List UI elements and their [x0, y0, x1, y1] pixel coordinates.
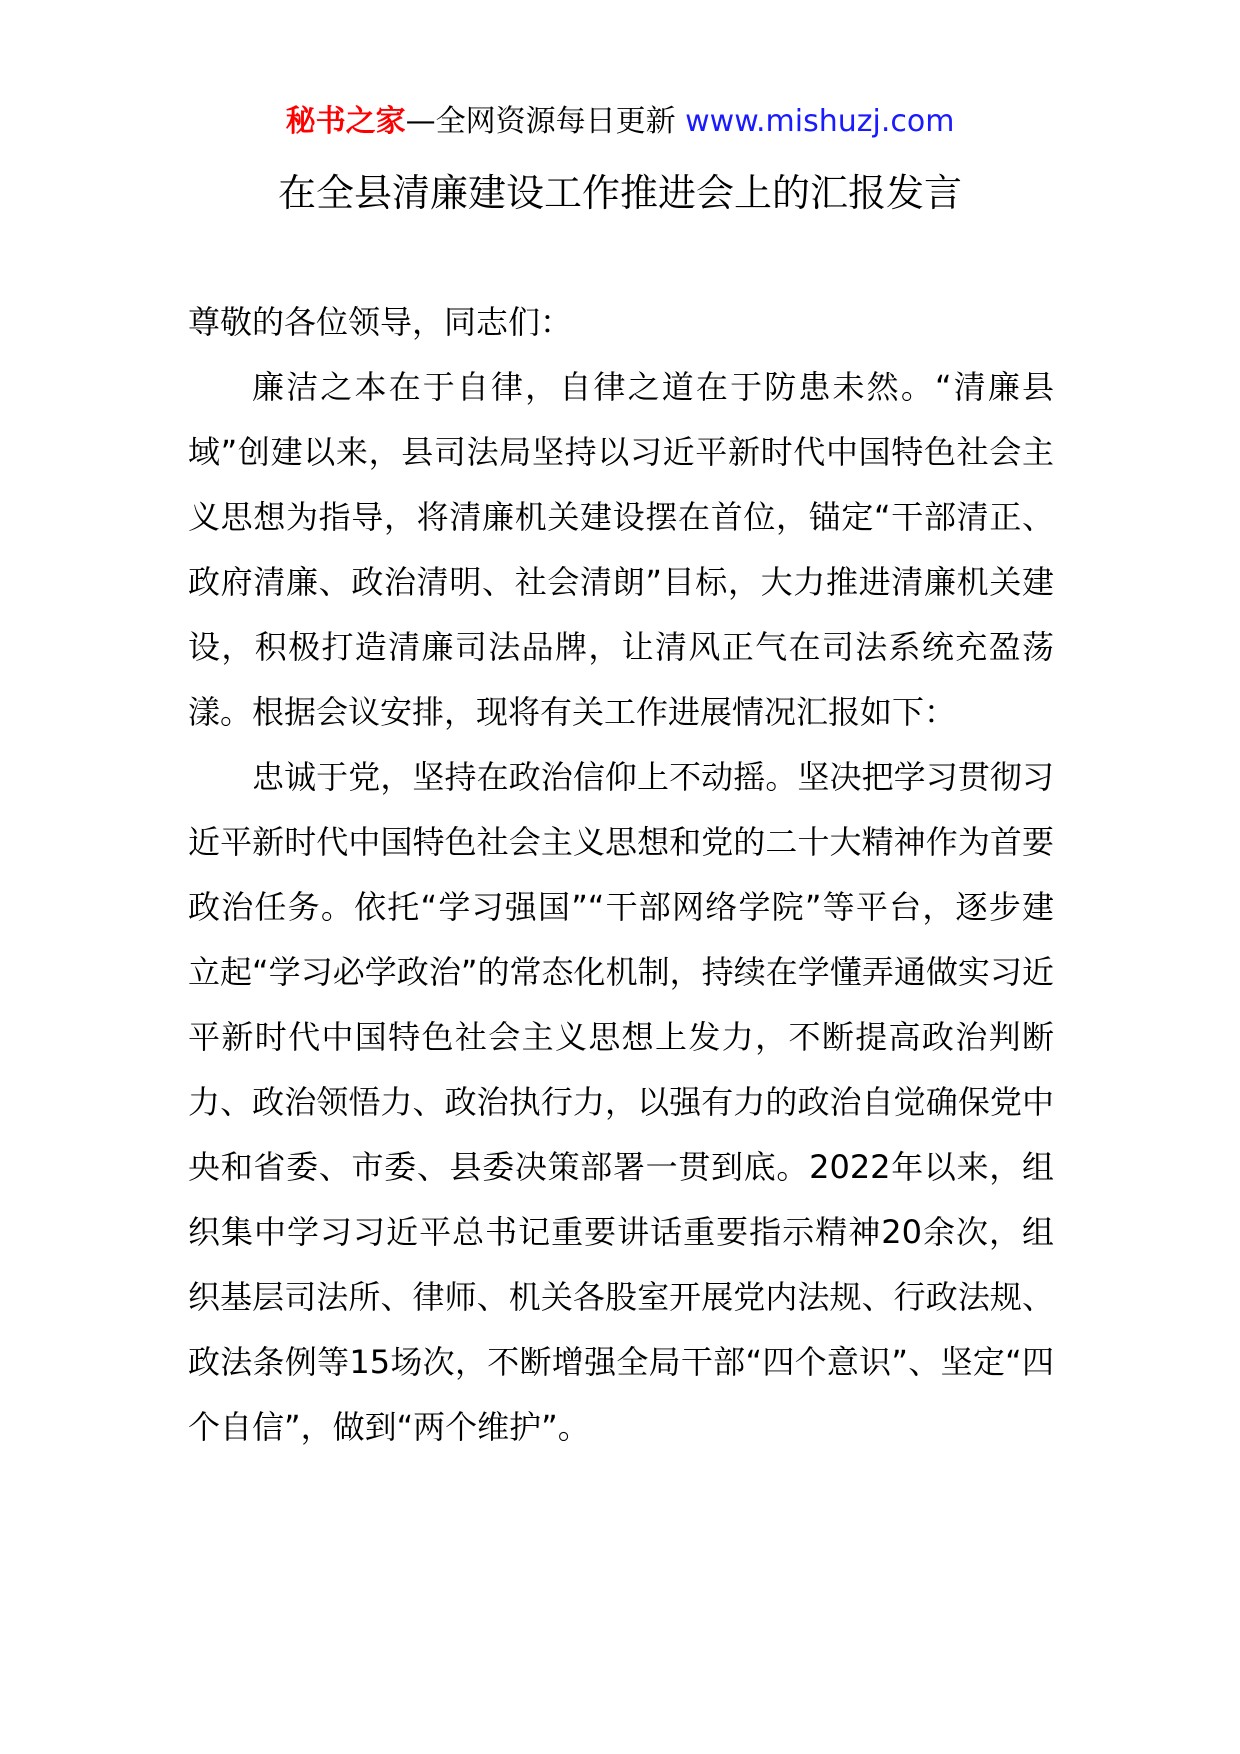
- site-url-link[interactable]: www.mishuzj.com: [685, 104, 955, 139]
- document-title: 在全县清廉建设工作推进会上的汇报发言: [277, 171, 962, 215]
- header-tagline: —全网资源每日更新: [405, 104, 686, 139]
- paragraph-loyalty: 忠诚于党，坚持在政治信仰上不动摇。坚决把学习贯彻习近平新时代中国特色社会主义思想和党的二十大精神作为首要政治任务。依托“学习强国”“干部网络学院”等平台，逐步建立起“学习必学政治”的常态化机制，持续在学懂弄通做实习近平新时代中国特色社会主义思想上发力，不断提高政治判断力、政治领悟力、政治执行力，以强有力的政治自觉确保党中央和省委、市委、县委决策部署一贯到底。2022年以来，组织集中学习习近平总书记重要讲话重要指示精神20余次，组织基层司法所、律师、机关各股室开展党内法规、行政法规、政法条例等15场次，不断增强全局干部“四个意识”、坚定“四个自信”，做到“两个维护”。: [188, 758, 1054, 1446]
- site-header: [0, 102, 1240, 142]
- document-body: [188, 290, 1054, 1460]
- brand-name: 秘书之家: [285, 104, 406, 139]
- salutation: 尊敬的各位领导，同志们：: [188, 303, 573, 341]
- paragraph-intro: 廉洁之本在于自律，自律之道在于防患未然。“清廉县域”创建以来，县司法局坚持以习近平新时代中国特色社会主义思想为指导，将清廉机关建设摆在首位，锚定“干部清正、政府清廉、政治清明、社会清朗”目标，大力推进清廉机关建设，积极打造清廉司法品牌，让清风正气在司法系统充盈荡漾。根据会议安排，现将有关工作进展情况汇报如下：: [188, 368, 1054, 731]
